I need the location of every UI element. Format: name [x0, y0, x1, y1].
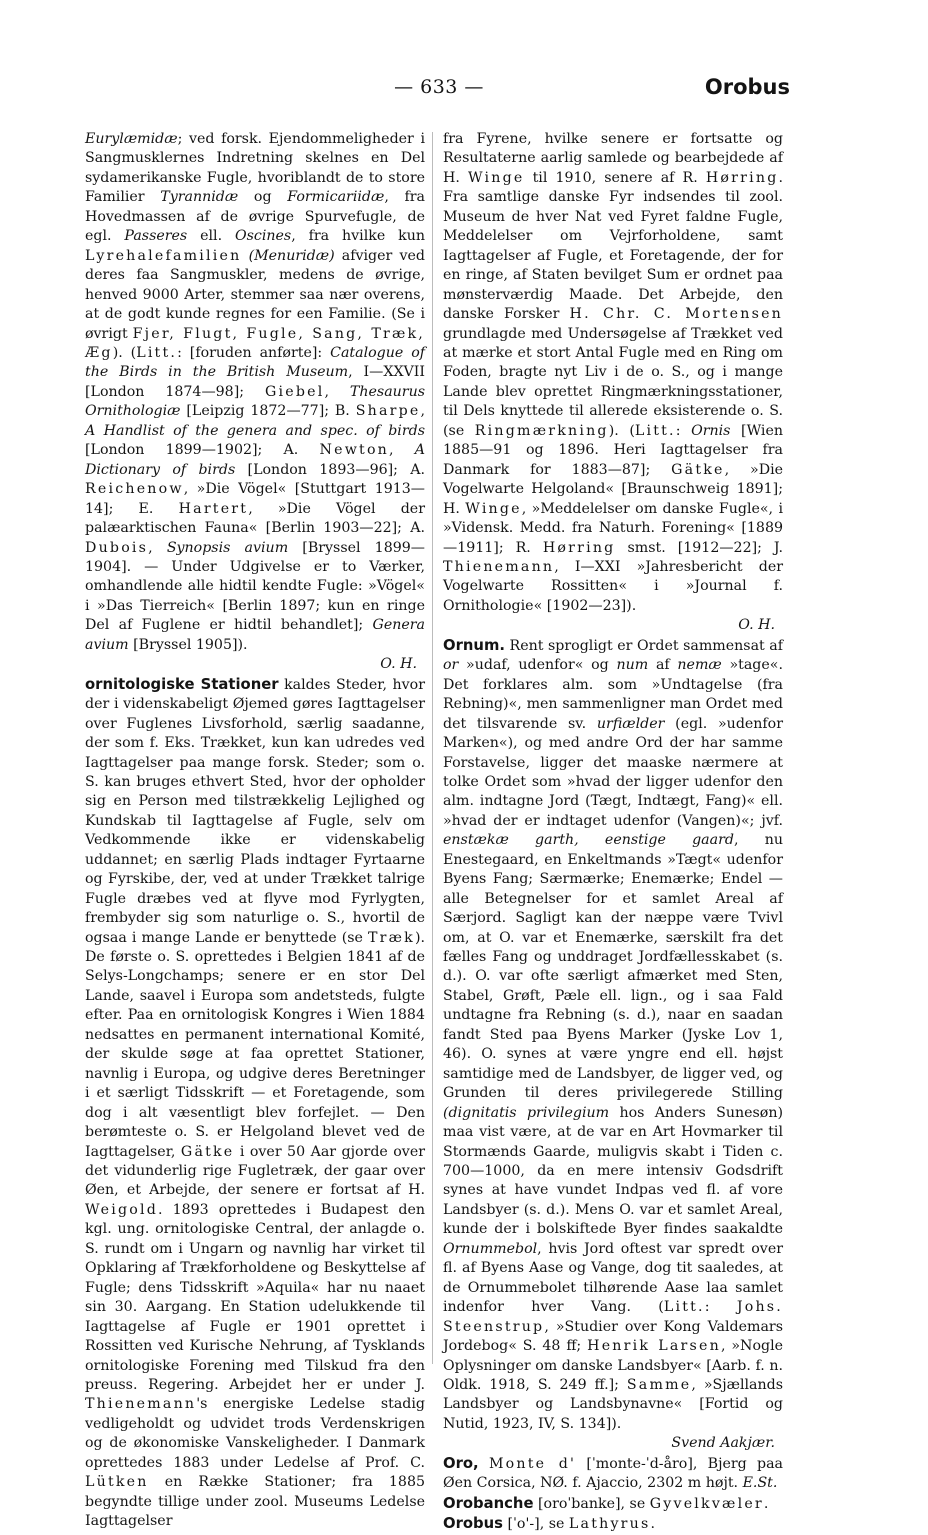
column-divider — [432, 132, 433, 1364]
entry-headword: Orobus — [443, 1515, 503, 1533]
stationer-continuation: fra Fyrene, hvilke senere er fortsatte og Resultaterne aarlig samlede og bearbejdede af H. Winge til 1910, senere af R. Hørring. Fra samtlige danske Fyr indsendes til zool. Museum de hver Nat ved Fyret faldne Fugle, Meddelelser om Vejrforholdene, samt Iagttagelser af Fugle, et Foretagende, der for en ringe, af Staten bevilget Sum er ordnet paa mønsterværdig Maade. Det Arbejde, den danske Forsker H. Chr. C. Mortensen grundlagde med Undersøgelse af Trækket ved at mærke et stort Antal Fugle med en Ring om Foden, bragte nyt Liv i de o. S., og i mange Lande blev oprettet Ringmærkningsstationer, til Dels knyttede til allerede eksisterende o. S. (se Ringmærkning). (Litt.: Ornis [Wien 1885—91 og 1896. Heri Iagttagelser fra Danmark for 1883—87]; Gätke, »Die Vogelwarte Helgoland« [Braunschweig 1891]; H. Winge, »Meddelelser om danske Fugle«, i »Vidensk. Medd. fra Naturh. Forening« [1889—1911]; R. Hørring smst. [1912—22]; J. Thienemann, I—XXI »Jahresbericht der Vogelwarte Rossitten« i »Journal f. Ornithologie« [1902—23]). — [443, 131, 784, 614]
page-header — [0, 76, 928, 106]
entry-headword: ornitologiske Stationer — [85, 675, 279, 693]
author-signature: O. H. — [738, 617, 775, 634]
running-head: Orobus — [704, 75, 790, 99]
cross-reference: Fjer, Flugt, Fugle, Sang, Træk, Æg — [85, 325, 426, 361]
entry-orobanche: Orobanche [oroˈbanke], se Gyvelkvæler. — [443, 1494, 769, 1512]
entry-ornitologiske-stationer: ornitologiske Stationer kaldes Steder, hvor der i videnskabeligt Øjemed gøres Iagttagelser over Fuglenes Livsforhold, særlig saadanne, der som f. Eks. Trækket, kun kan udredes ved Iagttagelser paa mange forsk. Steder; som o. S. kan bruges ethvert Sted, hvor der opholder sig en Person med tilstrækkelig Lejlighed og Kundskab til Iagttagelse af Fugle, selv om Vedkommende ikke er videnskabelig uddannet; en særlig Plads indtager Fyrtaarne og Fyrskibe, der, ved at under Trækket talrige Fugle dræbes ved at flyve mod Fyrlygten, frembyder sig som naturlige o. S., hvortil de ogsaa i mange Lande er benyttede (se Træk). De første o. S. oprettedes i Belgien 1841 af de Selys-Longchamps; senere er en stor Del Lande, saavel i Europa som andetsteds, fulgte efter. Paa en ornitologisk Kongres i Wien 1884 nedsattes en permanent international Komité, der skulde søge at faa oprettet Stationer, navnlig i Europa, og udgive deres Beretninger i et særligt Tidsskrift — et Foretagende, som dog i alt væsentligt blev forfejlet. — Den berømteste o. S. er Helgoland blevet ved de Iagttagelser, Gätke i over 50 Aar gjorde over det vidunderlig rige Fugletræk, der gaar over Øen, et Arbejde, der senere er fortsat af H. Weigold. 1893 oprettedes i Budapest den kgl. ung. ornitologiske Central, der anlagde o. S. rundt om i Ungarn og navnlig har virket til Opklaring af Trækforholdene og Beskyttelse af Fugle; dens Tidsskrift »Aquila« har nu naaet sin 30. Aargang. En Station udelukkende til Iagttagelse af Fugle er 1901 oprettet i Rossitten ved Kurische Nehrung, af Tysklands ornitologiske Forening med Tilskud fra den preuss. Regering. Arbejdet her er under J. Thienemann's energiske Ledelse stadig vedligeholdt og udvidet trods Verdenskrigen og de økonomiske Vanskeligheder. I Danmark oprettedes 1883 under Ledelse af Prof. C. Lütken en Række Stationer; fra 1885 begyndte tillige under zool. Museums Ledelse Iagttagelser — [85, 675, 425, 1530]
entry-orobus: Orobus [ˈo'-], se Lathyrus. — [443, 1515, 655, 1533]
entry-ornum: Ornum. Rent sprogligt er Ordet sammensat af or »udaf, udenfor« og num af nemæ »tage«. Det forklares alm. som »Undtagelse (fra Rebning)«, men sammenligner man Ordet med det tilsvarende sv. urfiælder (egl. »udenfor Marken«), og med andre Ord der har samme Forstavelse, ligger det maaske nærmere at tolke Ordet som »hvad der ligger udenfor den alm. indtagne Jord (Tægt, Indtægt, Fang)« ell. »hvad der er indtaget udenfor (Vangen)«; jvf. enstækæ garth, eenstige gaard, nu Enestegaard, en Enkeltmands »Tægt« udenfor Byens Fang; Særmærke; Enemærke; Endel — alle Betegnelser for et samlet Areal af Særjord. Sagligt kan der næppe være Tvivl om, at O. var et Enemærke, særskilt fra det fælles Fang og unddraget Jordfællesskabet (s. d.). O. var ofte særligt afmærket med Sten, Stabel, Grøft, Pæle ell. lign., og i saa Fald undtagne fra Rebning (s. d.), naar en saadan fandt Sted paa Byens Marker (Jyske Lov 1, 46). O. synes at være yngre end ell. højst samtidige med de Landsbyer, de ligger ved, og Grunden til deres privilegerede Stilling (dignitatis privilegium hos Anders Sunesøn) maa vist være, at de var en Art Hovmarker til Stormænds Gaarde, muligvis skabt i Tiden c. 700—1000, da en mere intensiv Godsdrift synes at have vundet Indpas ved fl. af vore Landsbyer (s. d.). Mens O. var et samlet Areal, kunde der i bolskiftede Byer findes saakaldte Ornummebol, hvis Jord oftest var spredt over fl. af Byens Aase og Vange, dog tit saaledes, at de Ornummebolet tilhørende Aase laa samlet indenfor hver Vang. (Litt.: Johs. Steenstrup, »Studier over Kong Valdemars Jordebog« S. 48 ff; Henrik Larsen, »Nogle Oplysninger om danske Landsbyer« [Aarb. f. n. Oldk. 1918, S. 249 ff.]; Samme, »Sjællands Landsbyer og Landsbynavne« [Fortid og Nutid, 1923, IV, S. 134]). — [443, 636, 784, 1432]
passeres-continuation: Eurylæmidæ; ved forsk. Ejendommeligheder i Sangmusklernes Indretning skelnes en Del sydamerikanske Fugle, hvoriblandt de to store Familier Tyrannidæ og Formicariidæ, fra Hovedmassen af de øvrige Spurvefugle, de egl. Passeres ell. Oscines, fra hvilke kun Lyrehalefamilien (Menuridæ) afviger ved deres faa Sangmuskler, medens de øvrige, henved 9000 Arter, stemmer saa nær overens, at de godt kunde regnes for een Familie. (Se i øvrigt Fjer, Flugt, Fugle, Sang, Træk, Æg). (Litt.: [foruden anførte]: Catalogue of the Birds in the British Museum, I—XXVII [London 1874—98]; Giebel, Thesaurus Ornithologiæ [Leipzig 1872—77]; B. Sharpe, A Handlist of the genera and spec. of birds [London 1899—1902]; A. Newton, A Dictionary of birds [London 1893—96]; A. Reichenow, »Die Vögel« [Stuttgart 1913—14]; E. Hartert, »Die Vögel der palæarktischen Fauna« [Berlin 1903—22]; A. Dubois, Synopsis avium [Bryssel 1899—1904]. — Under Udgivelse er to Værker, omhandlende alle hidtil kendte Fugle: »Vögel« i »Das Tierreich« [Berlin 1897; kun en ringe Del af Fuglene er hidtil behandlet]; Genera avium [Bryssel 1905]). — [85, 131, 426, 653]
entry-headword: Ornum. — [443, 636, 505, 654]
entry-oro: Oro, Monte d' [ˈmonte-ˈd-åro], Bjerg paa Øen Corsica, NØ. f. Ajaccio, 2302 m højt. E.St. — [443, 1454, 783, 1492]
author-signature: Svend Aakjær. — [671, 1435, 775, 1452]
page-number: — 633 — — [394, 76, 484, 98]
left-column — [85, 130, 426, 1530]
species-name: Eurylæmidæ — [85, 131, 178, 147]
author-signature: O. H. — [380, 656, 417, 673]
entry-headword: Orobanche — [443, 1494, 534, 1512]
entry-headword: Oro, — [443, 1454, 479, 1472]
right-column — [443, 130, 784, 1533]
